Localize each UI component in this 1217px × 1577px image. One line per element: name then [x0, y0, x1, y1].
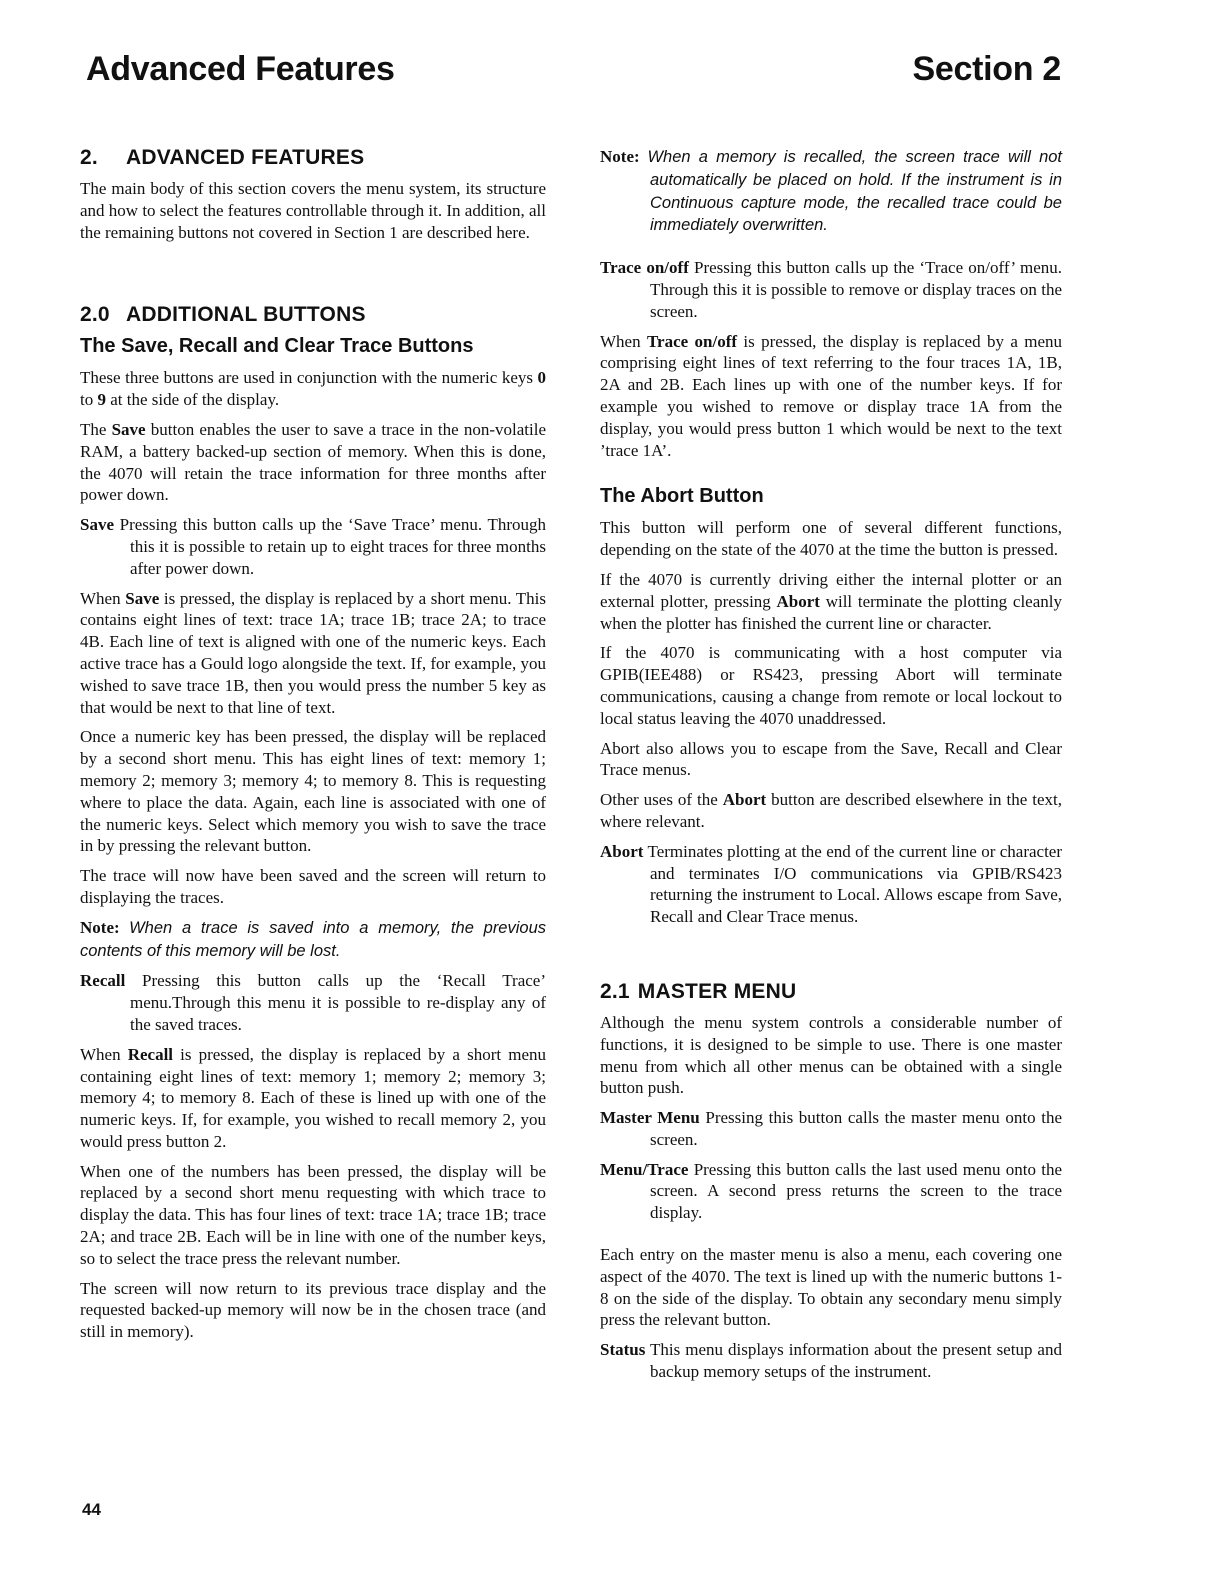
- note-memory-recalled: [600, 146, 1062, 237]
- section-title: ADVANCED FEATURES: [126, 146, 365, 169]
- section-number: 2.1: [600, 979, 630, 1003]
- heading-master-menu: [600, 980, 1062, 1004]
- definition-text: Pressing this button calls up the ‘Recall Trace’ menu.Through this menu it is possible to re-display any of the saved traces.: [130, 971, 546, 1034]
- definition-term: Save: [80, 515, 114, 535]
- paragraph-other-uses: Other uses of the Abort button are described elsewhere in the text, where relevant.: [600, 790, 1062, 831]
- definition-text: Terminates plotting at the end of the current line or character and terminates I/O communications via GPIB/RS423 returning the instrument to Local. Allows escape from Save, Recall and Clear Trace menus.: [647, 841, 1062, 927]
- definition-text: Pressing this button calls the last used menu onto the screen. A second press returns the screen to the trace display.: [650, 1159, 1062, 1223]
- paragraph-screen-return: The screen will now return to its previous trace display and the requested backed-up memory will now be in the chosen trace (and still in memory).: [80, 1278, 546, 1342]
- paragraph-each-entry: Each entry on the master menu is also a menu, each covering one aspect of the 4070. The text is lined up with the numeric buttons 1-8 on the side of the display. To obtain any secondary menu simply press the relevant button.: [600, 1245, 1062, 1330]
- definition-term: Abort: [600, 841, 644, 861]
- definition-trace-on-off: [600, 257, 1062, 322]
- note-label: Note:: [600, 147, 640, 166]
- paragraph-intro: The main body of this section covers the menu system, its structure and how to select the features controllable through it. In addition, all the remaining buttons not covered in Section 1 are described here.: [80, 179, 546, 242]
- paragraph-three-buttons: These three buttons are used in conjunction with the numeric keys 0 to 9 at the side of the display.: [80, 368, 546, 410]
- paragraph-when-save: When Save is pressed, the display is replaced by a short menu. This contains eight lines of text: trace 1A; trace 1B; trace 2A; to trace 4B. Each line of text is aligned with one of the numeric keys. Each active trace has a Gould logo alongside the text. If, for example, you wished to save trace 1B, then you would press the number 5 key as that would be next to that line of text.: [80, 588, 546, 717]
- section-title: MASTER MENU: [637, 979, 797, 1003]
- term-abort: Abort: [776, 591, 820, 611]
- definition-term: Master Menu: [600, 1108, 700, 1128]
- note-text: When a memory is recalled, the screen trace will not automatically be placed on hold. If the instrument is in Continuous capture mode, the recalled trace could be immediately overwritten.: [647, 148, 1063, 235]
- definition-text: Pressing this button calls up the ‘Save Trace’ menu. Through this it is possible to retain up to eight traces for three months after power down.: [119, 515, 547, 578]
- heading-additional-buttons: [80, 303, 546, 327]
- definition-abort: [600, 841, 1062, 928]
- section-number: 2.: [80, 146, 98, 169]
- page-header-title: Advanced Features: [86, 50, 395, 88]
- paragraph-when-recall: When Recall is pressed, the display is replaced by a short menu containing eight lines of text: memory 1; memory 2; memory 3; memory 4; to memory 8. Each of these is lined up with one of the numeric keys. If, for example, you wished to recall memory 2, you would press button 2.: [80, 1044, 546, 1151]
- term-recall: Recall: [127, 1044, 174, 1064]
- subheading-save-recall-clear: The Save, Recall and Clear Trace Buttons: [80, 335, 474, 358]
- paragraph-save-button: The Save button enables the user to save a trace in the non-volatile RAM, a battery backed-up section of memory. When this is done, the 4070 will retain the trace information for three months after power down.: [80, 419, 546, 505]
- definition-recall: [80, 970, 546, 1035]
- term-save: Save: [125, 588, 160, 608]
- definition-term: Menu/Trace: [600, 1159, 689, 1179]
- section-title: ADDITIONAL BUTTONS: [126, 303, 366, 327]
- section-number: 2.0: [80, 303, 110, 327]
- page-number: 44: [82, 1500, 101, 1519]
- page-header-section: Section 2: [912, 50, 1061, 88]
- paragraph-master-intro: Although the menu system controls a considerable number of functions, it is designed to be simple to use. There is one master menu from which all other menus can be obtained with a single button push.: [600, 1012, 1062, 1098]
- paragraph-once-numeric: Once a numeric key has been pressed, the display will be replaced by a second short menu. This has eight lines of text: memory 1; memory 2; memory 3; memory 4; to memory 8. This is requesting where to place the data. Again, each line is associated with one of the numeric keys. Select which memory you wish to save the trace in by pressing the relevant button.: [80, 727, 546, 856]
- definition-term: Trace on/off: [600, 258, 689, 278]
- definition-save: [80, 514, 546, 579]
- heading-advanced-features: [80, 146, 546, 170]
- paragraph-plotter: If the 4070 is currently driving either the internal plotter or an external plotter, pressing Abort will terminate the plotting cleanly when the plotter has finished the current line or character.: [600, 569, 1062, 633]
- term-save: Save: [111, 419, 146, 439]
- note-text: When a trace is saved into a memory, the previous contents of this memory will be lost.: [80, 918, 547, 960]
- paragraph-when-trace: When Trace on/off is pressed, the display is replaced by a menu comprising eight lines of text referring to the four traces 1A, 1B, 2A and 2B. Each lines up with one of the number keys. If for example you wished to remove or display trace 1A from the display, you would press button 1 which would be next to the text ’trace 1A’.: [600, 331, 1063, 460]
- subheading-abort-button: The Abort Button: [600, 485, 764, 508]
- definition-text: Pressing this button calls the master menu onto the screen.: [650, 1108, 1063, 1149]
- paragraph-host-computer: If the 4070 is communicating with a host computer via GPIB(IEE488) or RS423, pressing Abort will terminate communications, causing a change from remote or local lockout to local status leaving the 4070 unaddressed.: [600, 643, 1062, 728]
- definition-status: [600, 1339, 1062, 1383]
- left-column: [80, 146, 546, 1351]
- paragraph-abort-intro: This button will perform one of several different functions, depending on the state of the 4070 at the time the button is pressed.: [600, 518, 1062, 560]
- note-label: Note:: [80, 917, 120, 937]
- key-9: 9: [97, 390, 106, 410]
- paragraph-when-one-number: When one of the numbers has been pressed, the display will be replaced by a second short menu requesting with which trace to display the data. This has four lines of text: trace 1A; trace 1B; trace 2A; and trace 2B. Each will be in line with one of the number keys, so to select the trace press the relevant number.: [80, 1161, 546, 1268]
- right-column: [600, 146, 1062, 1391]
- paragraph-escape: Abort also allows you to escape from the Save, Recall and Clear Trace menus.: [600, 738, 1062, 780]
- definition-text: Pressing this button calls up the ‘Trace on/off’ menu. Through this it is possible to remove or display traces on the screen.: [650, 258, 1062, 321]
- definition-menu-trace: [600, 1159, 1062, 1224]
- term-abort: Abort: [722, 790, 767, 810]
- paragraph-trace-saved: The trace will now have been saved and the screen will return to displaying the traces.: [80, 866, 546, 907]
- definition-master-menu: [600, 1107, 1062, 1151]
- note-trace-saved: [80, 917, 546, 963]
- definition-term: Status: [600, 1340, 646, 1360]
- definition-term: Recall: [80, 971, 126, 991]
- key-0: 0: [537, 368, 546, 388]
- term-trace-on-off: Trace on/off: [646, 331, 738, 351]
- definition-text: This menu displays information about the present setup and backup memory setups of the instrument.: [650, 1340, 1062, 1382]
